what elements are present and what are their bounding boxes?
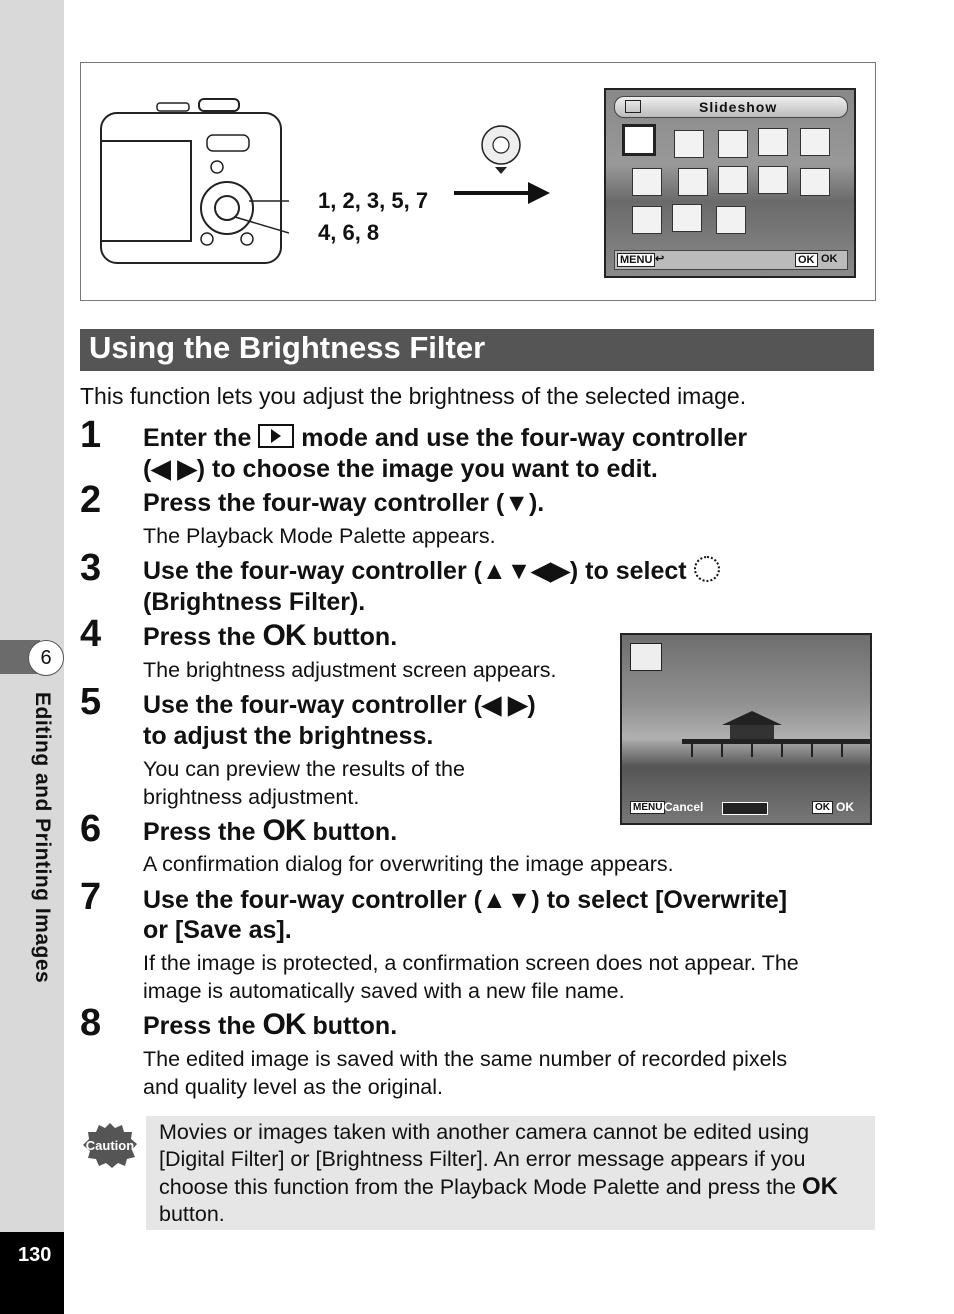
step-title-line2: (Brightness Filter). — [143, 588, 366, 616]
palette-bottom-bar — [614, 250, 848, 270]
step-title: Use the four-way controller (◀ ▶) — [143, 691, 536, 719]
brightness-level-bar — [722, 802, 768, 815]
callout-1: 1, 2, 3, 5, 7 — [318, 188, 429, 213]
back-icon: ↩ — [655, 253, 665, 265]
image-copy-icon[interactable] — [758, 128, 788, 156]
step-title — [143, 620, 397, 653]
start-up-screen-icon[interactable] — [716, 206, 746, 234]
cropping-icon[interactable] — [718, 130, 748, 158]
step-number: 3 — [80, 547, 102, 589]
step-text: button. — [312, 1012, 398, 1040]
brightness-filter-icon[interactable] — [678, 168, 708, 196]
dpof-icon[interactable] — [672, 204, 702, 232]
brightness-filter-icon — [694, 556, 720, 582]
step-number: 6 — [80, 808, 102, 850]
step-title: Press the four-way controller (▼). — [143, 489, 545, 517]
section-title: Using the Brightness Filter — [89, 330, 486, 365]
step-description: If the image is protected, a confirmation screen does not appear. The — [143, 951, 799, 975]
ok-button-glyph: OK — [802, 1173, 838, 1200]
playback-mode-icon — [258, 424, 294, 448]
step-number: 7 — [80, 876, 102, 918]
step-description: image is automatically saved with a new file name. — [143, 979, 625, 1003]
step-text: Press the — [143, 623, 256, 651]
step-text: button. — [312, 623, 398, 651]
caution-box — [146, 1116, 875, 1230]
ok-button-label: OK — [812, 801, 833, 814]
step-text: Use the four-way controller (▲▼◀▶) to select — [143, 557, 687, 585]
resize-icon[interactable] — [674, 130, 704, 158]
four-way-controller-icon — [479, 123, 523, 175]
slideshow-icon[interactable] — [622, 124, 656, 156]
frame-composite-icon[interactable] — [718, 166, 748, 194]
step-number: 2 — [80, 479, 102, 521]
step-text: Press the — [143, 1012, 256, 1040]
step-title — [143, 556, 720, 587]
page-number-block — [0, 1232, 64, 1314]
step-text: mode and use the four-way controller — [301, 424, 748, 452]
ok-button-glyph: OK — [262, 619, 306, 652]
palette-title: Slideshow — [699, 99, 778, 115]
caution-text-body: Movies or images taken with another camera cannot be edited using [Digital Filter] or [Brightness Filter]. An error message appears if you choose this function from the Playback Mode Palette and press the — [159, 1120, 810, 1199]
step-number: 8 — [80, 1002, 102, 1044]
caution-text-end: button. — [159, 1202, 225, 1226]
step-title — [143, 1009, 397, 1042]
step-description: The edited image is saved with the same number of recorded pixels — [143, 1047, 788, 1071]
palette-title-bar — [614, 96, 848, 118]
step-number: 5 — [80, 681, 102, 723]
right-arrow-icon — [452, 180, 552, 210]
step-title-line2: or [Save as]. — [143, 916, 292, 944]
chapter-number: 6 — [28, 640, 64, 676]
ok-action-label: OK — [836, 800, 854, 814]
digital-filter-icon[interactable] — [632, 168, 662, 196]
brightness-adjustment-screen — [620, 633, 872, 825]
brightness-filter-icon — [630, 643, 662, 671]
step-number: 4 — [80, 613, 102, 655]
step-description: brightness adjustment. — [143, 785, 360, 809]
step-title — [143, 423, 747, 454]
voice-memo-icon[interactable] — [800, 168, 830, 196]
step-description: and quality level as the original. — [143, 1075, 443, 1099]
caution-icon — [82, 1122, 138, 1168]
pier-photo — [682, 705, 872, 765]
step-title-line2: (◀ ▶) to choose the image you want to edit. — [143, 455, 658, 483]
rotate-icon[interactable] — [800, 128, 830, 156]
step-title — [143, 815, 397, 848]
step-text: Enter the — [143, 424, 252, 452]
page-number: 130 — [18, 1244, 52, 1266]
step-text: Press the — [143, 818, 256, 846]
step-text: button. — [312, 818, 398, 846]
playback-icon — [625, 100, 641, 113]
playback-palette-screen — [604, 88, 856, 278]
step-number: 1 — [80, 414, 102, 456]
menu-button-label: MENU — [617, 253, 655, 267]
step-description: The brightness adjustment screen appears. — [143, 658, 557, 682]
red-eye-icon[interactable] — [758, 166, 788, 194]
callout-2: 4, 6, 8 — [318, 220, 380, 245]
step-description: The Playback Mode Palette appears. — [143, 524, 496, 548]
step-description: You can preview the results of the — [143, 757, 465, 781]
section-heading — [80, 329, 874, 371]
step-title-line2: to adjust the brightness. — [143, 722, 434, 750]
camera-illustration — [99, 93, 289, 268]
intro-text: This function lets you adjust the brightness of the selected image. — [80, 383, 747, 409]
caution-text — [159, 1119, 869, 1228]
cancel-label: Cancel — [664, 800, 704, 814]
screen-bottom-bar — [630, 799, 862, 817]
step-title: Use the four-way controller (▲▼) to select [Overwrite] — [143, 886, 788, 914]
step-description: A confirmation dialog for overwriting the image appears. — [143, 852, 674, 876]
ok-button-glyph: OK — [262, 1008, 306, 1041]
menu-button-label: MENU — [630, 801, 665, 814]
ok-button-glyph: OK — [262, 814, 306, 847]
caution-icon-label: Caution — [85, 1138, 135, 1153]
ok-button-label: OK — [795, 253, 818, 267]
chapter-title: Editing and Printing Images — [31, 692, 54, 984]
protect-icon[interactable] — [632, 206, 662, 234]
ok-action-label: OK — [821, 253, 838, 265]
